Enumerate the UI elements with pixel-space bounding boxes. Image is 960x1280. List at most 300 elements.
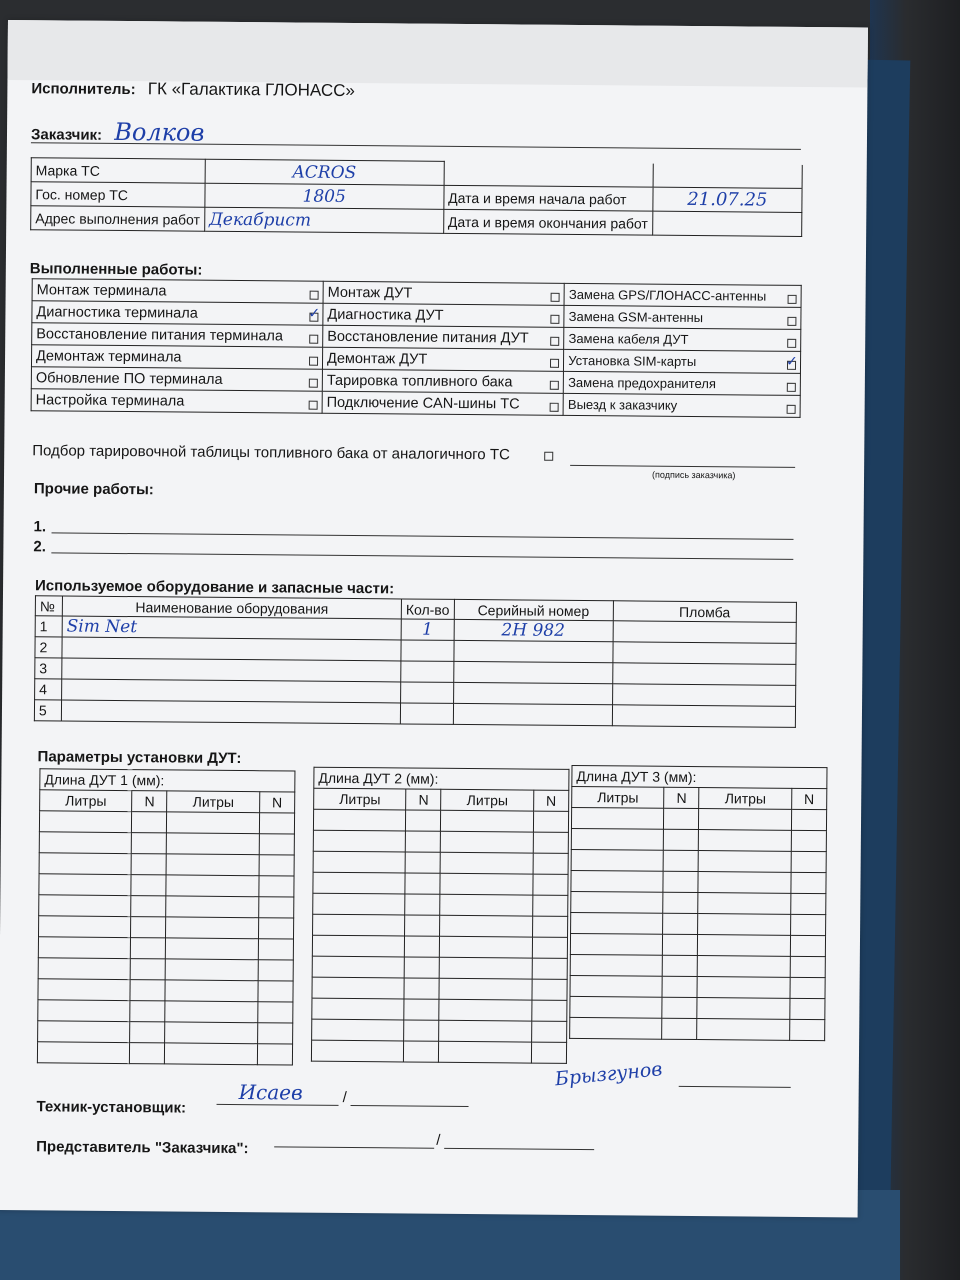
dut-cell: [165, 1043, 258, 1065]
work-label: Замена кабеля ДУТ: [568, 330, 689, 347]
dut-cell: [698, 914, 791, 936]
dut-cell: [571, 891, 664, 913]
dut-cell: [532, 979, 567, 1000]
dut-cell: [571, 849, 664, 871]
dut-cell: [791, 830, 826, 851]
dut-cell: [258, 960, 293, 981]
dut-cell: [405, 852, 440, 873]
dut-cell: [662, 1018, 697, 1039]
dut-row: [39, 895, 294, 918]
equipment-cell-seal: [613, 621, 797, 644]
dut-cell: [130, 980, 165, 1001]
dut-cell: [38, 979, 131, 1001]
equipment-cell-qty: 1: [401, 619, 454, 640]
work-label: Замена GPS/ГЛОНАСС-антенны: [568, 286, 767, 304]
work-checkbox[interactable]: [309, 378, 318, 387]
work-item-col1-1: [32, 301, 323, 326]
dut-cell: [165, 1001, 258, 1023]
work-label: Тарировка топливного бака: [326, 372, 513, 390]
dut-row: [313, 893, 568, 916]
plate-label: Гос. номер ТС: [31, 182, 205, 208]
dut-cell: [441, 810, 534, 832]
dut-cell: [130, 1043, 165, 1064]
equipment-cell-seal: [612, 684, 796, 707]
dut-col-header: N: [533, 790, 568, 811]
dut-row: [570, 975, 825, 998]
dut-row: [312, 1019, 567, 1042]
equipment-title: Используемое оборудование и запасные части:: [34, 577, 395, 598]
customer-signature: Брызгунов: [554, 1058, 664, 1091]
dut-cell: [698, 956, 791, 978]
work-item-col1-3: [31, 345, 322, 370]
dut-cell: [532, 1000, 567, 1021]
work-item-col1-4: [31, 367, 322, 392]
dut-row: [570, 933, 825, 956]
dut-cell: [313, 872, 406, 894]
dut-row: [39, 916, 294, 939]
dut-cell: [258, 918, 293, 939]
dut-cell: [532, 916, 567, 937]
dut-row: [38, 1021, 293, 1044]
equipment-cell-name: Sim Net: [62, 616, 401, 640]
dut-cell: [165, 980, 258, 1002]
dut-cell: [698, 935, 791, 957]
work-checkbox[interactable]: [551, 292, 560, 301]
equipment-cell-serial: [453, 682, 612, 704]
dut-col-header: Литры: [167, 791, 260, 813]
col-serial: Серийный номер: [454, 599, 613, 620]
dut-cell: [130, 1022, 165, 1043]
dut-row: [570, 996, 825, 1019]
dut-row: [312, 998, 567, 1021]
dut-cell: [791, 851, 826, 872]
dut-row: [571, 849, 826, 872]
dut-table-title: Длина ДУТ 3 (мм):: [572, 765, 827, 788]
dut-cell: [257, 1044, 292, 1065]
start-label: Дата и время начала работ: [444, 185, 653, 211]
executor-label: Исполнитель:: [31, 80, 136, 99]
dut-table-1: [37, 768, 296, 1065]
work-label: Выезд к заказчику: [567, 396, 678, 413]
col-seal: Пломба: [613, 601, 797, 623]
dut-cell: [38, 1021, 131, 1043]
dut-row: [38, 958, 293, 981]
work-checkbox[interactable]: [309, 356, 318, 365]
dut-cell: [405, 936, 440, 957]
dut-cell: [131, 854, 166, 875]
dut-cell: [404, 1020, 439, 1041]
signature-caption: (подпись заказчика): [652, 469, 736, 481]
equipment-cell-qty: [400, 703, 453, 724]
work-checkbox[interactable]: [787, 361, 796, 370]
dut-cell: [257, 1023, 292, 1044]
dut-cell: [698, 893, 791, 915]
dut-cell: [699, 809, 792, 831]
equipment-cell-name: [62, 637, 401, 661]
work-checkbox[interactable]: [309, 334, 318, 343]
work-checkbox[interactable]: [550, 380, 559, 389]
dut-cell: [790, 914, 825, 935]
dut-col-header: N: [664, 787, 699, 808]
dut-cell: [405, 873, 440, 894]
dut-col-header: N: [791, 788, 826, 809]
dut-row: [571, 828, 826, 851]
dut-cell: [259, 897, 294, 918]
dut-row: [313, 914, 568, 937]
dut-cell: [166, 959, 259, 981]
dut-cell: [662, 997, 697, 1018]
dut-cell: [571, 912, 664, 934]
work-item-col1-2: [32, 323, 323, 348]
technician-label: Техник-установщик:: [36, 1098, 187, 1117]
dut-row: [312, 977, 567, 1000]
work-label: Диагностика терминала: [36, 303, 198, 322]
work-item-col3-0: [564, 283, 801, 307]
work-label: Монтаж терминала: [36, 281, 167, 299]
other-item-2: 2.: [33, 538, 46, 556]
dut-cell: [663, 850, 698, 871]
dut-cell: [313, 893, 406, 915]
representative-label: Представитель "Заказчика":: [36, 1138, 249, 1158]
representative-line-2: [444, 1148, 594, 1150]
end-label: Дата и время окончания работ: [443, 209, 652, 235]
dut-cell: [790, 956, 825, 977]
equipment-cell-num: 4: [35, 679, 62, 700]
dut-cell: [258, 939, 293, 960]
customer-value: Волков: [114, 117, 205, 147]
dut-cell: [131, 875, 166, 896]
dut-cell: [570, 933, 663, 955]
signature-line: [679, 1086, 791, 1088]
work-item-col2-0: [323, 281, 564, 305]
dut-cell: [441, 831, 534, 853]
dut-cell: [259, 834, 294, 855]
dut-col-header: Литры: [40, 790, 133, 812]
dut-cell: [570, 975, 663, 997]
equipment-cell-num: 3: [35, 658, 62, 679]
dut-cell: [533, 895, 568, 916]
work-checkbox[interactable]: [787, 405, 796, 414]
dut-cell: [571, 807, 664, 829]
dut-cell: [441, 852, 534, 874]
dut-row: [570, 954, 825, 977]
dut-cell: [664, 829, 699, 850]
dut-cell: [166, 875, 259, 897]
dut-cell: [697, 998, 790, 1020]
dut-cell: [439, 1020, 532, 1042]
vehicle-table: [30, 157, 803, 237]
dut-cell: [699, 830, 792, 852]
work-item-col3-2: [564, 327, 801, 351]
dut-cell: [440, 957, 533, 979]
work-item-col2-5: [322, 391, 563, 415]
dut-cell: [165, 1022, 258, 1044]
other-item-1: 1.: [33, 518, 47, 536]
dut-row: [313, 872, 568, 895]
equipment-cell-serial: [453, 640, 612, 662]
dut-cell: [406, 810, 441, 831]
dut-cell: [132, 833, 167, 854]
work-order-sheet: [0, 20, 868, 1217]
dut-cell: [167, 854, 260, 876]
dut-cell: [531, 1021, 566, 1042]
work-item-col2-1: [323, 303, 564, 327]
address-value: Декабрист: [204, 207, 443, 233]
dut-cell: [697, 1019, 790, 1041]
dut-cell: [312, 977, 405, 999]
work-label: Настройка терминала: [35, 391, 185, 410]
dut-cell: [663, 871, 698, 892]
dut-col-header: Литры: [314, 788, 407, 810]
dut-cell: [38, 937, 131, 959]
dut-cell: [311, 1040, 404, 1062]
works-title: Выполненные работы:: [29, 260, 203, 279]
col-name: Наименование оборудования: [62, 596, 401, 619]
dut-cell: [39, 916, 132, 938]
dut-table-3: [569, 765, 827, 1041]
tank-table-checkbox[interactable]: [544, 451, 553, 460]
dut-cell: [312, 1019, 405, 1041]
dut-cell: [698, 872, 791, 894]
equipment-cell-num: 2: [35, 637, 62, 658]
work-checkbox[interactable]: [309, 312, 318, 321]
dut-cell: [39, 874, 132, 896]
equipment-cell-serial: [453, 661, 612, 683]
equipment-cell-qty: [401, 682, 454, 703]
folded-page-top: [7, 20, 867, 88]
work-label: Подключение CAN-шины ТС: [326, 394, 520, 412]
equipment-cell-num: 1: [35, 616, 62, 637]
equipment-cell-name: [62, 658, 401, 682]
dut-row: [311, 1040, 566, 1063]
dut-cell: [130, 1001, 165, 1022]
work-item-col3-3: [564, 349, 801, 373]
work-checkbox[interactable]: [309, 400, 318, 409]
dut-row: [37, 1042, 292, 1065]
dut-cell: [571, 828, 664, 850]
work-checkbox[interactable]: [787, 339, 796, 348]
dut-cell: [37, 1042, 130, 1064]
other-works-title: Прочие работы:: [33, 480, 154, 499]
dut-row: [312, 956, 567, 979]
dut-cell: [38, 1000, 131, 1022]
dut-row: [313, 809, 568, 832]
dut-cell: [259, 855, 294, 876]
dut-cell: [38, 958, 131, 980]
representative-line-1: [274, 1146, 434, 1148]
equipment-cell-serial: 2H 982: [454, 619, 613, 641]
dut-cell: [790, 977, 825, 998]
equipment-cell-serial: [453, 703, 612, 725]
equipment-cell-qty: [401, 640, 454, 661]
work-checkbox[interactable]: [787, 383, 796, 392]
work-item-col2-4: [322, 369, 563, 393]
work-checkbox[interactable]: [551, 314, 560, 323]
dut-cell: [699, 851, 792, 873]
works-table: [31, 278, 802, 418]
dut-row: [38, 1000, 293, 1023]
work-label: Восстановление питания терминала: [36, 325, 284, 344]
dut-cell: [663, 955, 698, 976]
dut-col-header: N: [259, 792, 294, 813]
dut-cell: [39, 832, 132, 854]
dut-row: [571, 807, 826, 830]
dut-cell: [570, 996, 663, 1018]
equipment-cell-seal: [612, 663, 796, 686]
col-qty: Кол-во: [401, 599, 454, 619]
dut-col-header: Литры: [441, 789, 534, 811]
dut-cell: [570, 1017, 663, 1039]
dut-cell: [404, 978, 439, 999]
equipment-cell-num: 5: [34, 700, 61, 721]
dut-cell: [313, 830, 406, 852]
work-label: Диагностика ДУТ: [327, 306, 444, 324]
dut-cell: [532, 937, 567, 958]
equipment-cell-seal: [612, 642, 796, 665]
customer-label: Заказчик:: [30, 126, 103, 144]
dut-cell: [406, 831, 441, 852]
dut-row: [39, 832, 294, 855]
technician-line-1: [217, 1104, 339, 1106]
work-checkbox[interactable]: [310, 290, 319, 299]
dut-cell: [533, 832, 568, 853]
dut-cell: [131, 938, 166, 959]
dut-cell: [571, 870, 664, 892]
tank-table-label: Подбор тарировочной таблицы топливного бака от аналогичного ТС: [32, 442, 510, 464]
dut-cell: [440, 894, 533, 916]
dut-cell: [132, 812, 167, 833]
dut-row: [39, 874, 294, 897]
dut-cell: [533, 853, 568, 874]
work-checkbox[interactable]: [788, 295, 797, 304]
dut-row: [38, 937, 293, 960]
dut-cell: [405, 957, 440, 978]
work-item-col3-5: [563, 393, 800, 417]
dut-cell: [405, 915, 440, 936]
dut-cell: [131, 917, 166, 938]
equipment-cell-qty: [401, 661, 454, 682]
dut-cell: [697, 977, 790, 999]
dut-cell: [791, 872, 826, 893]
dut-cell: [663, 934, 698, 955]
dut-cell: [440, 936, 533, 958]
dut-cell: [313, 809, 406, 831]
work-checkbox[interactable]: [550, 336, 559, 345]
dut-cell: [791, 893, 826, 914]
other-line-2: [51, 552, 793, 559]
equipment-cell-name: [61, 700, 400, 724]
executor-row: [31, 78, 355, 101]
work-checkbox[interactable]: [550, 358, 559, 367]
dut-row: [571, 870, 826, 893]
dut-col-header: N: [406, 789, 441, 810]
other-line-1: [52, 532, 794, 539]
dut-row: [313, 851, 568, 874]
customer-signature-line: [570, 465, 795, 468]
tank-table-row: [32, 442, 553, 464]
dut-col-header: Литры: [699, 788, 792, 810]
work-item-col1-5: [31, 389, 322, 414]
brand-label: Марка ТС: [31, 158, 205, 184]
representative-slash: /: [436, 1131, 441, 1149]
work-checkbox[interactable]: [550, 402, 559, 411]
dut-row: [313, 830, 568, 853]
dut-col-header: Литры: [572, 786, 665, 808]
dut-cell: [39, 895, 132, 917]
equipment-cell-seal: [612, 705, 796, 728]
work-item-col2-2: [323, 325, 564, 349]
dut-row: [38, 979, 293, 1002]
dut-cell: [39, 853, 132, 875]
dut-cell: [313, 914, 406, 936]
dut-cell: [531, 1042, 566, 1063]
dut-row: [570, 1017, 825, 1040]
address-label: Адрес выполнения работ: [31, 206, 205, 232]
dut-table-title: Длина ДУТ 2 (мм):: [314, 767, 569, 790]
dut-cell: [259, 876, 294, 897]
dut-cell: [664, 808, 699, 829]
plate-value: 1805: [205, 183, 444, 209]
dut-row: [571, 912, 826, 935]
dut-cell: [312, 935, 405, 957]
dut-cell: [166, 938, 259, 960]
work-label: Восстановление питания ДУТ: [327, 328, 529, 347]
work-label: Установка SIM-карты: [568, 352, 697, 370]
brand-value: ACROS: [205, 159, 444, 185]
dut-cell: [167, 812, 260, 834]
dut-cell: [39, 811, 132, 833]
work-label: Замена GSM-антенны: [568, 308, 704, 326]
dut-row: [571, 891, 826, 914]
dut-cell: [791, 809, 826, 830]
dut-row: [312, 935, 567, 958]
start-value: 21.07.25: [653, 187, 802, 212]
dut-cell: [532, 958, 567, 979]
work-item-col3-1: [564, 305, 801, 329]
dut-table-title: Длина ДУТ 1 (мм):: [40, 769, 295, 792]
dut-title: Параметры установки ДУТ:: [37, 748, 242, 768]
work-label: Демонтаж ДУТ: [326, 350, 428, 368]
dut-row: [39, 853, 294, 876]
dut-cell: [404, 1041, 439, 1062]
work-checkbox[interactable]: [787, 317, 796, 326]
dut-cell: [790, 935, 825, 956]
dut-cell: [533, 874, 568, 895]
dut-cell: [663, 913, 698, 934]
technician-value: Исаев: [238, 1080, 303, 1105]
work-label: Демонтаж терминала: [36, 347, 182, 366]
work-label: Замена предохранителя: [568, 374, 716, 392]
dut-cell: [790, 998, 825, 1019]
work-label: Обновление ПО терминала: [35, 369, 223, 388]
end-value: [652, 211, 801, 236]
dut-table-2: [311, 767, 570, 1064]
dut-cell: [404, 999, 439, 1020]
dut-cell: [166, 896, 259, 918]
dut-cell: [167, 833, 260, 855]
equipment-cell-name: [62, 679, 401, 703]
dut-cell: [312, 956, 405, 978]
dut-cell: [259, 813, 294, 834]
dut-cell: [570, 954, 663, 976]
dut-cell: [533, 811, 568, 832]
work-item-col2-3: [322, 347, 563, 371]
dut-cell: [258, 981, 293, 1002]
dut-cell: [405, 894, 440, 915]
dut-cell: [439, 978, 532, 1000]
dut-cell: [313, 851, 406, 873]
dut-cell: [663, 892, 698, 913]
